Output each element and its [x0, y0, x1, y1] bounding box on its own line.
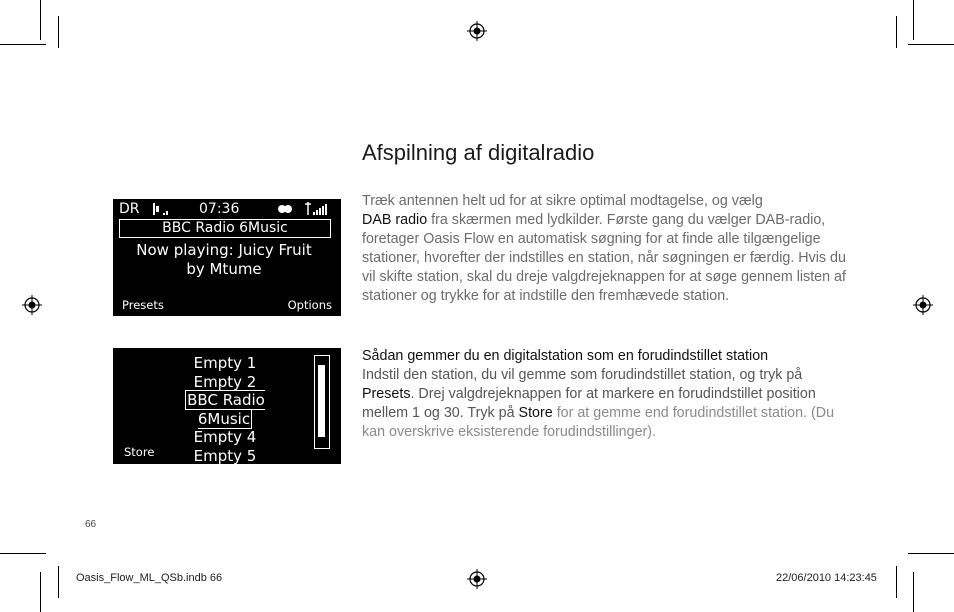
preset-item-selected-label: BBC Radio 6Music: [187, 391, 265, 428]
station-name: BBC Radio 6Music: [162, 220, 288, 236]
page-title: Afspilning af digitalradio: [362, 140, 595, 165]
preset-item: Empty 1: [193, 354, 257, 372]
crop-mark: [913, 0, 914, 40]
intro-text-1: Træk antennen helt ud for at sikre optimal modtagelse, og vælg: [362, 193, 763, 209]
crop-mark: [908, 553, 954, 554]
crop-mark: [0, 44, 46, 45]
scrollbar: [314, 355, 330, 449]
options-softkey: Options: [287, 298, 332, 312]
signal-strength-icon: [153, 202, 171, 216]
store-term: Store: [518, 405, 553, 421]
preset-text-1: Indstil den station, du vil gemme som forudindstillet station, og tryk på: [362, 367, 803, 383]
store-softkey: Store: [124, 445, 155, 459]
now-playing-line-1: Now playing: Juicy Fruit: [136, 241, 312, 259]
antenna-signal-icon: [305, 201, 329, 216]
crop-mark: [908, 44, 954, 45]
preset-heading: Sådan gemmer du en digitalstation som en forudindstillet station: [362, 348, 769, 364]
registration-mark-icon: [467, 21, 487, 41]
now-playing-screen: [113, 199, 341, 316]
crop-mark: [0, 553, 46, 554]
stereo-icon: [277, 204, 293, 214]
crop-mark: [896, 16, 897, 48]
preset-list: [156, 354, 294, 465]
preset-item: Empty 4: [193, 428, 257, 446]
crop-mark: [58, 16, 59, 48]
intro-paragraph: [362, 192, 852, 306]
page-number: 66: [85, 519, 97, 530]
presets-softkey: Presets: [122, 298, 164, 312]
presets-term: Presets: [362, 386, 411, 402]
crop-mark: [913, 572, 914, 612]
crop-mark: [58, 566, 59, 598]
footer-file: Oasis_Flow_ML_QSb.indb 66: [76, 572, 223, 584]
clock-time: 07:36: [199, 201, 240, 217]
scrollbar-thumb: [318, 365, 325, 437]
preset-text-2: . Drej valgdrejeknappen for at markere en forudindstillet position mellem 1 og 30. Tryk på: [362, 386, 816, 421]
registration-mark-icon: [22, 295, 42, 315]
preset-paragraph: [362, 347, 852, 442]
preset-text-3: for at gemme end forudindstillet station. (Du kan overskrive eksisterende forudindstillinger).: [362, 405, 835, 440]
now-playing-line-2: by Mtume: [186, 260, 262, 278]
preset-item-selected: [156, 391, 294, 428]
registration-mark-icon: [913, 295, 933, 315]
preset-item: Empty 2: [193, 372, 257, 391]
preset-list-screen: [113, 348, 341, 464]
preset-item: Empty 5: [193, 446, 257, 465]
dab-radio-term: DAB radio: [362, 212, 428, 228]
registration-mark-icon: [467, 569, 487, 589]
source-label: DR: [119, 201, 140, 217]
footer-datetime: 22/06/2010 14:23:45: [776, 572, 877, 584]
crop-mark: [40, 572, 41, 612]
crop-mark: [40, 0, 41, 40]
crop-mark: [896, 566, 897, 598]
intro-text-2: fra skærmen med lydkilder. Første gang du vælger DAB-radio, foretager Oasis Flow en automatisk søgning for at finde alle tilgængelige stationer, hvorefter der indstilles en station, når søgningen er færdig. Hvis du vil skifte station, skal du dreje valgdrejeknappen for at søge gennem listen af stationer og trykke for at indstille den fremhævede station.: [362, 212, 846, 304]
